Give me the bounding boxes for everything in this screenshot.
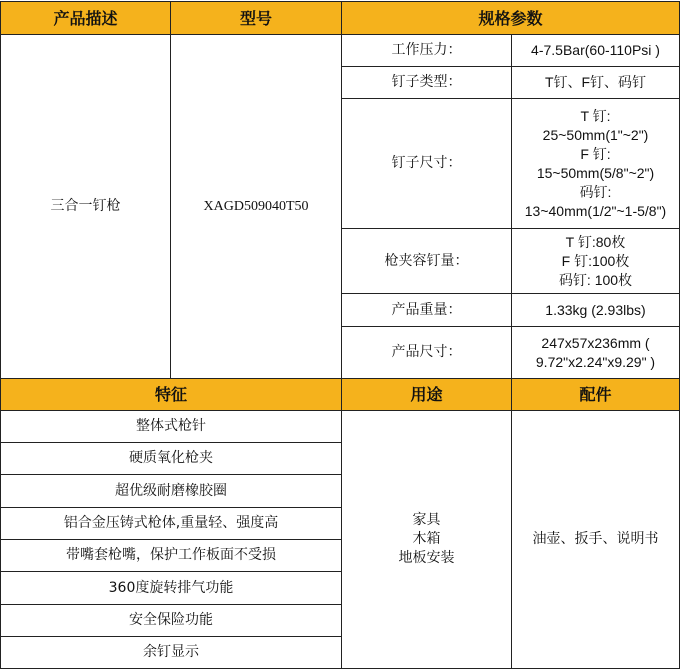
usage-list: 家具 木箱 地板安装 xyxy=(342,411,512,669)
feature-item: 整体式枪针 xyxy=(1,411,342,443)
feature-item: 硬质氧化枪夹 xyxy=(1,443,342,475)
spec-label: 工作压力： xyxy=(342,35,512,67)
header-accessories: 配件 xyxy=(512,379,680,411)
spec-label: 产品尺寸： xyxy=(342,327,512,379)
spec-value: 1.33kg (2.93lbs) xyxy=(512,294,680,327)
spec-value: T 钉:80枚 F 钉:100枚 码钉: 100枚 xyxy=(512,229,680,294)
feature-item: 360度旋转排气功能 xyxy=(1,572,342,605)
header-features: 特征 xyxy=(1,379,342,411)
spec-label: 钉子尺寸： xyxy=(342,99,512,229)
feature-item: 带嘴套枪嘴，保护工作板面不受损 xyxy=(1,540,342,572)
product-model: XAGD509040T50 xyxy=(171,35,342,379)
spec-label: 枪夹容钉量： xyxy=(342,229,512,294)
header-model: 型号 xyxy=(171,2,342,35)
spec-value: 4-7.5Bar(60-110Psi ) xyxy=(512,35,680,67)
header-specs: 规格参数 xyxy=(342,2,680,35)
feature-item: 铝合金压铸式枪体,重量轻、强度高 xyxy=(1,508,342,540)
feature-item: 安全保险功能 xyxy=(1,605,342,637)
feature-item: 超优级耐磨橡胶圈 xyxy=(1,475,342,508)
header-usage: 用途 xyxy=(342,379,512,411)
header-product-desc: 产品描述 xyxy=(1,2,171,35)
spec-label: 产品重量： xyxy=(342,294,512,327)
spec-value: T钉、F钉、码钉 xyxy=(512,67,680,99)
feature-item: 余钉显示 xyxy=(1,637,342,669)
spec-label: 钉子类型： xyxy=(342,67,512,99)
product-name: 三合一钉枪 xyxy=(1,35,171,379)
accessories-list: 油壶、扳手、说明书 xyxy=(512,411,680,669)
spec-value: T 钉: 25~50mm(1"~2") F 钉: 15~50mm(5/8"~2") 码钉: 13~40mm(1/2"~1-5/8") xyxy=(512,99,680,229)
product-spec-table xyxy=(0,1,680,669)
spec-value: 247x57x236mm ( 9.72"x2.24"x9.29" ) xyxy=(512,327,680,379)
